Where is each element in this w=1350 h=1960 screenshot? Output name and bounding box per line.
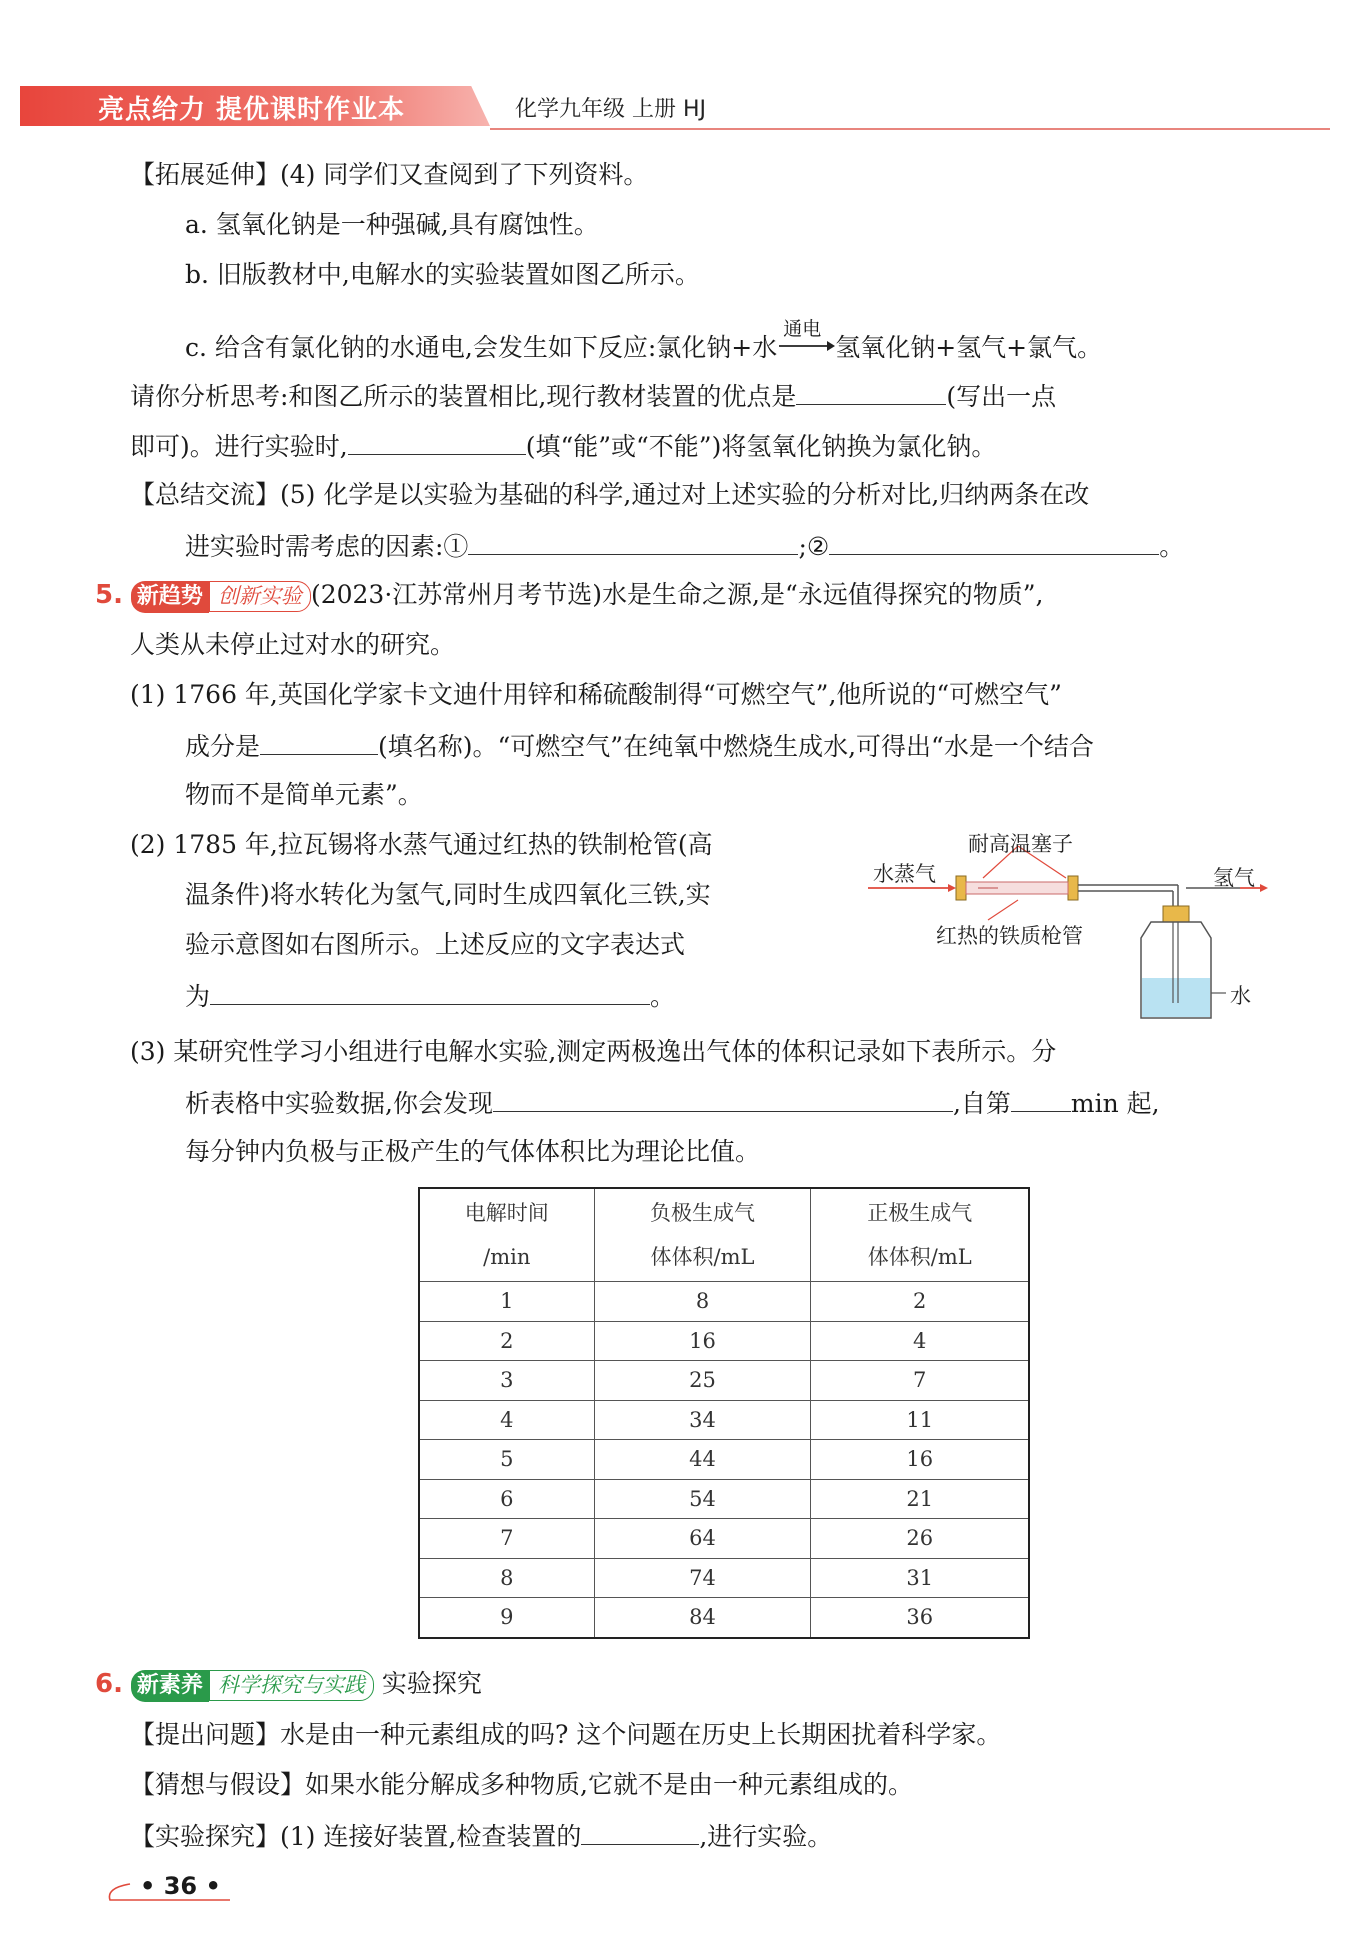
summary-text: (5) 化学是以实验为基础的科学,通过对上述实验的分析对比,归纳两条在改 (280, 480, 1090, 509)
table-row (419, 1519, 1029, 1559)
q6-question-text: 水是由一种元素组成的吗? 这个问题在历史上长期困扰着科学家。 (280, 1720, 1002, 1749)
think-pre: 请你分析思考:和图乙所示的装置相比,现行教材装置的优点是 (130, 382, 797, 411)
water-label: 水 (1230, 984, 1251, 1008)
think2-pre: 即可)。进行实验时, (130, 432, 348, 461)
q5-intro-2: 人类从未停止过对水的研究。 (130, 630, 456, 659)
electrolysis-data-table (418, 1187, 1030, 1639)
table-cell: 84 (594, 1598, 811, 1638)
q4-summary-line-2 (185, 528, 1184, 564)
q4-think-line (130, 378, 1056, 414)
p2-d-pre: 为 (185, 982, 211, 1011)
table-cell: 2 (811, 1282, 1029, 1322)
q5-p2-c: 验示意图如右图所示。上述反应的文字表达式 (185, 930, 686, 959)
q6-experiment-post: ,进行实验。 (699, 1822, 833, 1851)
steam-label: 水蒸气 (873, 862, 936, 886)
extend-text: (4) 同学们又查阅到了下列资料。 (280, 160, 649, 189)
summary-label: 【总结交流】 (130, 480, 281, 509)
q4-summary-line (130, 478, 1089, 512)
table-body (419, 1282, 1029, 1638)
table-cell: 8 (594, 1282, 811, 1322)
p2-d-post: 。 (650, 982, 676, 1011)
q6-hypothesis-label: 【猜想与假设】 (130, 1770, 306, 1799)
header-time-line1: 电解时间 (464, 1201, 549, 1225)
p1-b-pre: 成分是 (185, 732, 261, 761)
lavoisier-apparatus-diagram (868, 828, 1268, 1028)
stopper-label: 耐高温塞子 (968, 832, 1073, 856)
table-cell: 31 (811, 1558, 1029, 1598)
answer-blank-minute[interactable] (1011, 1085, 1071, 1112)
q6-tag: 新素养 (131, 1670, 209, 1702)
q5-number: 5. (95, 580, 123, 610)
table-row (419, 1598, 1029, 1638)
q6-hypothesis-text: 如果水能分解成多种物质,它就不是由一种元素组成的。 (305, 1770, 913, 1799)
table-row (419, 1282, 1029, 1322)
table-row (419, 1479, 1029, 1519)
page-number: • 36 • (140, 1872, 221, 1900)
q6-heading (95, 1667, 482, 1702)
q5-source: (2023·江苏常州月考节选)水是生命之源,是“永远值得探究的物质”, (310, 580, 1044, 609)
table-cell: 5 (419, 1440, 594, 1480)
table-cell: 25 (594, 1361, 811, 1401)
table-cell: 7 (811, 1361, 1029, 1401)
table-header-row (419, 1188, 1029, 1282)
q5-p2-b: 温条件)将水转化为氢气,同时生成四氧化三铁,实 (185, 880, 711, 909)
q5-p2-d (185, 978, 675, 1014)
answer-blank-advantage[interactable] (796, 378, 946, 405)
q4-item-a: a. 氢氧化钠是一种强碱,具有腐蚀性。 (185, 210, 599, 239)
answer-blank-factor-2[interactable] (829, 528, 1159, 555)
answer-blank-gas-name[interactable] (260, 728, 378, 755)
q5-tag-sub: 创新实验 (209, 581, 311, 612)
table-cell: 2 (419, 1321, 594, 1361)
header-positive-line1: 正极生成气 (867, 1201, 973, 1225)
arrow-icon (777, 340, 835, 352)
table-cell: 4 (811, 1321, 1029, 1361)
table-cell: 4 (419, 1400, 594, 1440)
table-row (419, 1361, 1029, 1401)
table-cell: 44 (594, 1440, 811, 1480)
think2-post: (填“能”或“不能”)将氢氧化钠换为氯化钠。 (525, 432, 997, 461)
summary2-mid: ;② (798, 532, 830, 561)
q6-experiment-label: 【实验探究】 (130, 1822, 281, 1851)
q6-question-line (130, 1718, 1001, 1752)
q5-tag: 新趋势 (131, 581, 209, 613)
table-row (419, 1440, 1029, 1480)
table-cell: 74 (594, 1558, 811, 1598)
answer-blank-finding[interactable] (493, 1085, 953, 1112)
header-negative-line2: 体体积/mL (650, 1245, 755, 1269)
q5-p3-c: 每分钟内负极与正极产生的气体体积比为理论比值。 (185, 1137, 761, 1166)
item-c-post: 氢氧化钠+氢气+氯气。 (835, 333, 1103, 362)
think-post: (写出一点 (946, 382, 1057, 411)
summary2-pre: 进实验时需考虑的因素:① (185, 532, 469, 561)
answer-blank-factor-1[interactable] (468, 528, 798, 555)
table-cell: 36 (811, 1598, 1029, 1638)
q6-title: 实验探究 (381, 1669, 482, 1698)
header-negative-line1: 负极生成气 (650, 1201, 755, 1225)
header-divider (490, 128, 1330, 130)
table-cell: 21 (811, 1479, 1029, 1519)
p1-b-post: (填名称)。“可燃空气”在纯氧中燃烧生成水,可得出“水是一个结合 (378, 732, 1094, 761)
q6-experiment-line (130, 1818, 832, 1854)
table-row (419, 1400, 1029, 1440)
table-cell: 8 (419, 1558, 594, 1598)
q5-p1-c: 物而不是简单元素”。 (185, 780, 423, 809)
p3-b-pre: 析表格中实验数据,你会发现 (185, 1089, 493, 1118)
header-negative (594, 1188, 811, 1282)
p3-b-post: min 起, (1070, 1089, 1160, 1118)
extend-label: 【拓展延伸】 (130, 160, 281, 189)
q5-p1-b (185, 728, 1094, 764)
answer-blank-airtightness[interactable] (581, 1818, 699, 1845)
header-time (419, 1188, 594, 1282)
table-cell: 16 (594, 1321, 811, 1361)
q6-tag-sub: 科学探究与实践 (209, 1670, 374, 1701)
table-cell: 3 (419, 1361, 594, 1401)
table-cell: 11 (811, 1400, 1029, 1440)
q6-experiment-pre: (1) 连接好装置,检查装置的 (280, 1822, 582, 1851)
q4-item-b: b. 旧版教材中,电解水的实验装置如图乙所示。 (185, 260, 700, 289)
p3-b-mid: ,自第 (952, 1089, 1011, 1118)
q5-p3-a: (3) 某研究性学习小组进行电解水实验,测定两极逸出气体的体积记录如下表所示。分 (130, 1037, 1057, 1066)
q6-number: 6. (95, 1669, 123, 1699)
q5-p3-b (185, 1085, 1160, 1121)
q5-heading (95, 578, 1043, 613)
header-book-info: 化学九年级 上册 HJ (515, 97, 707, 122)
tube-label: 红热的铁质枪管 (936, 924, 1083, 948)
summary2-end: 。 (1159, 532, 1185, 561)
reaction-condition: 通电 (783, 318, 822, 340)
hydrogen-label: 氢气 (1213, 866, 1255, 890)
q5-p1-a: (1) 1766 年,英国化学家卡文迪什用锌和稀硫酸制得“可燃空气”,他所说的“可燃空气” (130, 680, 1062, 709)
table-cell: 54 (594, 1479, 811, 1519)
q4-extend-line (130, 158, 648, 192)
q4-item-c (185, 318, 1103, 365)
item-c-pre: c. 给含有氯化钠的水通电,会发生如下反应:氯化钠+水 (185, 333, 778, 362)
answer-blank-can-replace[interactable] (348, 428, 526, 455)
table-cell: 64 (594, 1519, 811, 1559)
q6-question-label: 【提出问题】 (130, 1720, 281, 1749)
q6-hypothesis-line (130, 1768, 913, 1802)
table-cell: 7 (419, 1519, 594, 1559)
table-cell: 16 (811, 1440, 1029, 1480)
header-positive-line2: 体体积/mL (867, 1245, 972, 1269)
answer-blank-equation[interactable] (210, 978, 650, 1005)
header-positive (811, 1188, 1029, 1282)
header-time-line2: /min (483, 1245, 531, 1269)
table-row (419, 1558, 1029, 1598)
table-row (419, 1321, 1029, 1361)
table-cell: 1 (419, 1282, 594, 1322)
table-cell: 9 (419, 1598, 594, 1638)
table-cell: 34 (594, 1400, 811, 1440)
q4-think-line-2 (130, 428, 996, 464)
q5-p2-a: (2) 1785 年,拉瓦锡将水蒸气通过红热的铁制枪管(高 (130, 830, 713, 859)
table-cell: 26 (811, 1519, 1029, 1559)
table-cell: 6 (419, 1479, 594, 1519)
reaction-arrow (777, 318, 835, 356)
header-brand: 亮点给力 提优课时作业本 (98, 95, 406, 125)
